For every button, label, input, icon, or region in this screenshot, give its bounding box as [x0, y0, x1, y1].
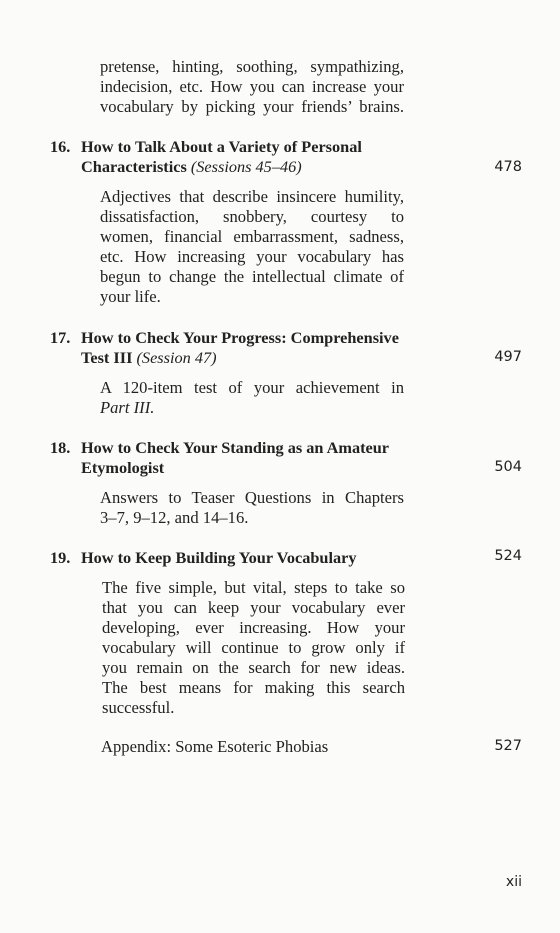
folio: xii	[505, 874, 522, 890]
description-line: your life.	[100, 287, 161, 306]
description-line: pretense, hinting, soothing, sympathizing,	[100, 57, 404, 76]
chapter-title-line: Characteristics	[81, 157, 187, 176]
chapter-sessions: (Sessions 45–46)	[190, 157, 302, 176]
chapter-title	[81, 137, 421, 177]
chapter-title-line: How to Keep Building Your Vocabulary	[81, 548, 357, 567]
chapter-description	[100, 187, 404, 307]
description-line: Part III.	[100, 398, 155, 417]
chapter-title	[81, 328, 421, 368]
description-line: vocabulary by picking your friends’ brains.	[100, 97, 404, 116]
description-line: 3–7, 9–12, and 14–16.	[100, 508, 249, 527]
description-line: indecision, etc. How you can increase your	[100, 77, 404, 96]
description-line: Adjectives that describe insincere humility,	[100, 187, 404, 206]
description-line: dissatisfaction, snobbery, courtesy to	[100, 207, 404, 226]
description-line: The five simple, but vital, steps to take so	[102, 578, 405, 597]
chapter-description	[100, 378, 404, 418]
appendix-label: Appendix: Some Esoteric Phobias	[101, 737, 329, 756]
chapter-number: 16.	[50, 137, 71, 156]
chapter-description	[100, 488, 404, 528]
description-line: Answers to Teaser Questions in Chapters	[100, 488, 404, 507]
page-number: 497	[494, 349, 522, 365]
chapter-sessions: (Session 47)	[136, 348, 217, 367]
page-number: 524	[494, 548, 522, 564]
chapter-title	[81, 548, 421, 568]
chapter-number: 19.	[50, 548, 71, 567]
chapter-title-line: How to Talk About a Variety of Personal	[81, 137, 362, 156]
chapter-title-line: Test III	[81, 348, 133, 367]
description-line: successful.	[102, 698, 175, 717]
description-line: begun to change the intellectual climate of	[100, 267, 404, 286]
chapter-title-line: How to Check Your Progress: Comprehensive	[81, 328, 399, 347]
page-number: 504	[494, 459, 522, 475]
chapter-number: 17.	[50, 328, 71, 347]
description-line: etc. How increasing your vocabulary has	[100, 247, 404, 266]
description-line: women, financial embarrassment, sadness,	[100, 227, 404, 246]
description-line: A 120-item test of your achievement in	[100, 378, 404, 397]
chapter-description	[100, 57, 404, 117]
description-line: The best means for making this search	[102, 678, 405, 697]
description-line: developing, ever increasing. How your	[102, 618, 405, 637]
description-line: you remain on the search for new ideas.	[102, 658, 405, 677]
description-line: vocabulary will continue to grow only if	[102, 638, 405, 657]
chapter-title-line: How to Check Your Standing as an Amateur	[81, 438, 390, 457]
chapter-title-line: Etymologist	[81, 458, 165, 477]
page-number: 527	[494, 738, 522, 754]
page-number: 478	[494, 159, 522, 175]
chapter-title	[81, 438, 421, 478]
chapter-number: 18.	[50, 438, 71, 457]
chapter-description	[102, 578, 405, 718]
description-line: that you can keep your vocabulary ever	[102, 598, 405, 617]
